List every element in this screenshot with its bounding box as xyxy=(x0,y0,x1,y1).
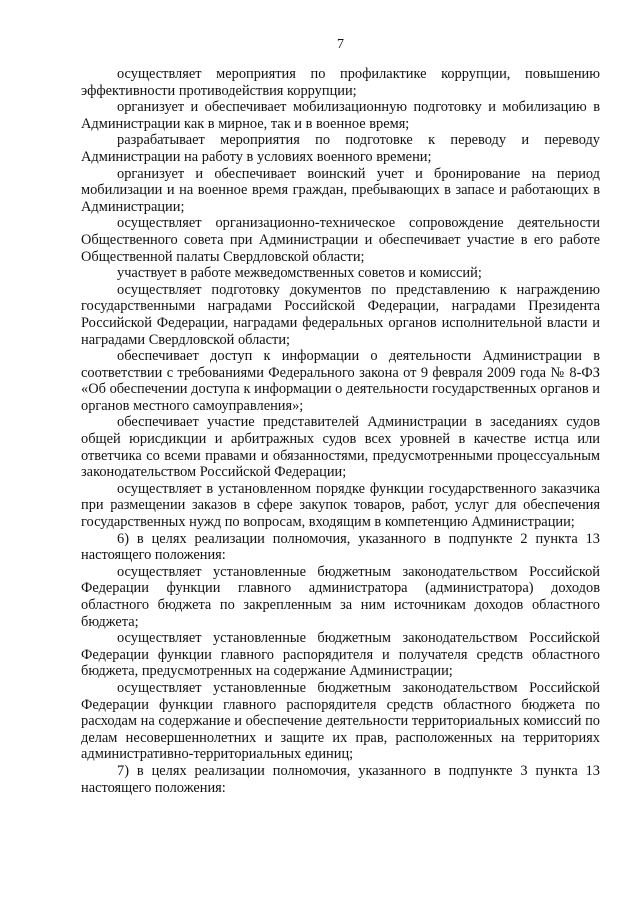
document-body xyxy=(81,66,600,796)
paragraph: осуществляет в установленном порядке функции государственного заказчика при размещении заказов в сфере закупок товаров, работ, услуг для обеспечения государственных нужд по вопросам, входящим в компетенцию Администрации; xyxy=(81,480,600,531)
paragraph: обеспечивает участие представителей Администрации в заседаниях судов общей юрисдикции и арбитражных судов всех уровней в качестве истца или ответчика со всеми правами и обязанностями, предусмотренными процессуальным законодательством Российской Федерации; xyxy=(81,414,600,481)
paragraph: разрабатывает мероприятия по подготовке к переводу и переводу Администрации на работу в условиях военного времени; xyxy=(81,132,600,165)
paragraph: обеспечивает доступ к информации о деятельности Администрации в соответствии с требованиями Федерального закона от 9 февраля 2009 года № 8-ФЗ «Об обеспечении доступа к информации о деятельности государственных органов и органов местного самоуправления»; xyxy=(81,348,600,414)
paragraph: 6) в целях реализации полномочия, указанного в подпункте 2 пункта 13 настоящего положения: xyxy=(81,530,600,564)
paragraph: организует и обеспечивает воинский учет и бронирование на период мобилизации и на военное время граждан, пребывающих в запасе и работающих в Администрации; xyxy=(81,165,600,215)
page-number: 7 xyxy=(337,37,344,52)
paragraph: осуществляет подготовку документов по представлению к награждению государственными наградами Российской Федерации, наградами Президента Российской Федерации, наградами федеральных органов исполнительной власти и наградами Свердловской области; xyxy=(81,281,600,348)
paragraph: осуществляет установленные бюджетным законодательством Российской Федерации функции главного распорядителя и получателя средств областного бюджета, предусмотренных на содержание Администрации; xyxy=(81,630,600,680)
paragraph: организует и обеспечивает мобилизационную подготовку и мобилизацию в Администрации как в мирное, так и в военное время; xyxy=(81,99,600,132)
paragraph: участвует в работе межведомственных советов и комиссий; xyxy=(117,265,482,282)
paragraph: осуществляет установленные бюджетным законодательством Российской Федерации функции главного администратора (администратора) доходов областного бюджета по закрепленным за ним источникам доходов областного бюджета; xyxy=(81,563,600,630)
paragraph: осуществляет мероприятия по профилактике коррупции, повышению эффективности противодействия коррупции; xyxy=(81,66,600,99)
paragraph: осуществляет организационно-техническое сопровождение деятельности Общественного совета при Администрации и обеспечивает участие в его работе Общественной палаты Свердловской области; xyxy=(81,215,600,265)
paragraph: осуществляет установленные бюджетным законодательством Российской Федерации функции главного распорядителя средств областного бюджета по расходам на содержание и обеспечение деятельности территориальных комиссий по делам несовершеннолетних и защите их прав, расположенных на территориях административно-территориальных единиц; xyxy=(81,679,600,763)
paragraph: 7) в целях реализации полномочия, указанного в подпункте 3 пункта 13 настоящего положения: xyxy=(81,762,600,796)
